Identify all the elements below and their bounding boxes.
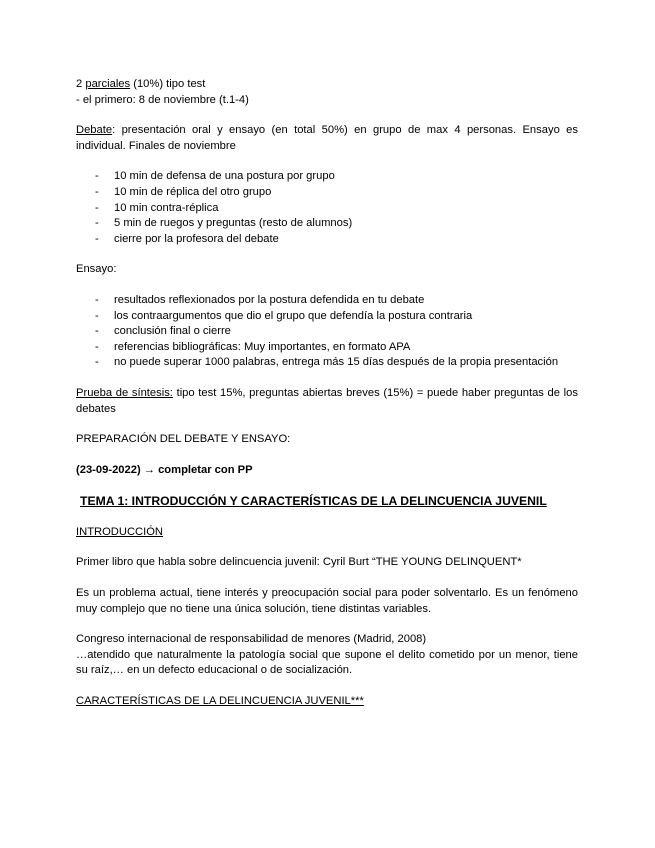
intro-paragraph-1: Primer libro que habla sobre delincuencia juvenil: Cyril Burt “THE YOUNG DELINQUENT* [76, 556, 522, 569]
parciales-rest: (10%) tipo test [130, 78, 206, 90]
parciales-count: 2 [76, 78, 83, 90]
list-item: - 5 min de ruegos y preguntas (resto de alumnos) [95, 217, 353, 230]
list-item: - referencias bibliográficas: Muy importantes, en formato APA [95, 340, 411, 353]
list-item: - 10 min de réplica del otro grupo [95, 185, 272, 198]
list-item: - 10 min de defensa de una postura por grupo [95, 170, 335, 183]
list-item: - resultados reflexionados por la postura defendida en tu debate [95, 293, 425, 306]
caracteristicas-heading: CARACTERÍSTICAS DE LA DELINCUENCIA JUVENIL*** [76, 695, 364, 708]
parciales-line [76, 77, 578, 93]
debate-list [76, 169, 578, 247]
fecha-line: (23-09-2022) → completar con PP [76, 463, 253, 476]
ensayo-label: Ensayo: [76, 263, 117, 276]
list-item: - cierre por la profesora del debate [95, 232, 279, 245]
congreso-line: Congreso internacional de responsabilidad de menores (Madrid, 2008) [76, 633, 427, 646]
document-page [76, 77, 578, 710]
prueba-label: Prueba de síntesis: [76, 386, 173, 399]
congreso-quote: …atendido que naturalmente la patología social que supone el delito cometido por un menor, tiene su raíz,… en un defecto educacional o de socialización. [76, 648, 578, 677]
list-item: - conclusión final o cierre [95, 325, 231, 338]
debate-text: : presentación oral y ensayo (en total 50%) en grupo de max 4 personas. Ensayo es individual. Finales de noviembre [76, 124, 578, 152]
intro-heading: INTRODUCCIÓN [76, 525, 164, 538]
preparacion-heading: PREPARACIÓN DEL DEBATE Y ENSAYO: [76, 433, 291, 446]
parciales-first-line: - el primero: 8 de noviembre (t.1-4) [76, 93, 249, 106]
ensayo-list [76, 293, 578, 371]
prueba-paragraph [76, 386, 578, 417]
list-item: - 10 min contra-réplica [95, 201, 219, 214]
tema-title: TEMA 1: INTRODUCCIÓN Y CARACTERÍSTICAS DE LA DELINCUENCIA JUVENIL [80, 494, 547, 509]
list-item: - no puede superar 1000 palabras, entrega más 15 días después de la propia presentación [95, 356, 559, 369]
intro-paragraph-2: Es un problema actual, tiene interés y preocupación social para poder solventarlo. Es un fenómeno muy complejo que no tiene una única solución, tiene distintas variables. [76, 587, 578, 615]
debate-label: Debate [76, 124, 113, 137]
prueba-text: tipo test 15%, preguntas abiertas breves (15%) = puede haber preguntas de los debates [76, 386, 578, 415]
list-item: - los contraargumentos que dio el grupo que defendía la postura contraria [95, 309, 473, 322]
debate-paragraph [76, 123, 578, 154]
parciales-word: parciales [85, 78, 131, 90]
